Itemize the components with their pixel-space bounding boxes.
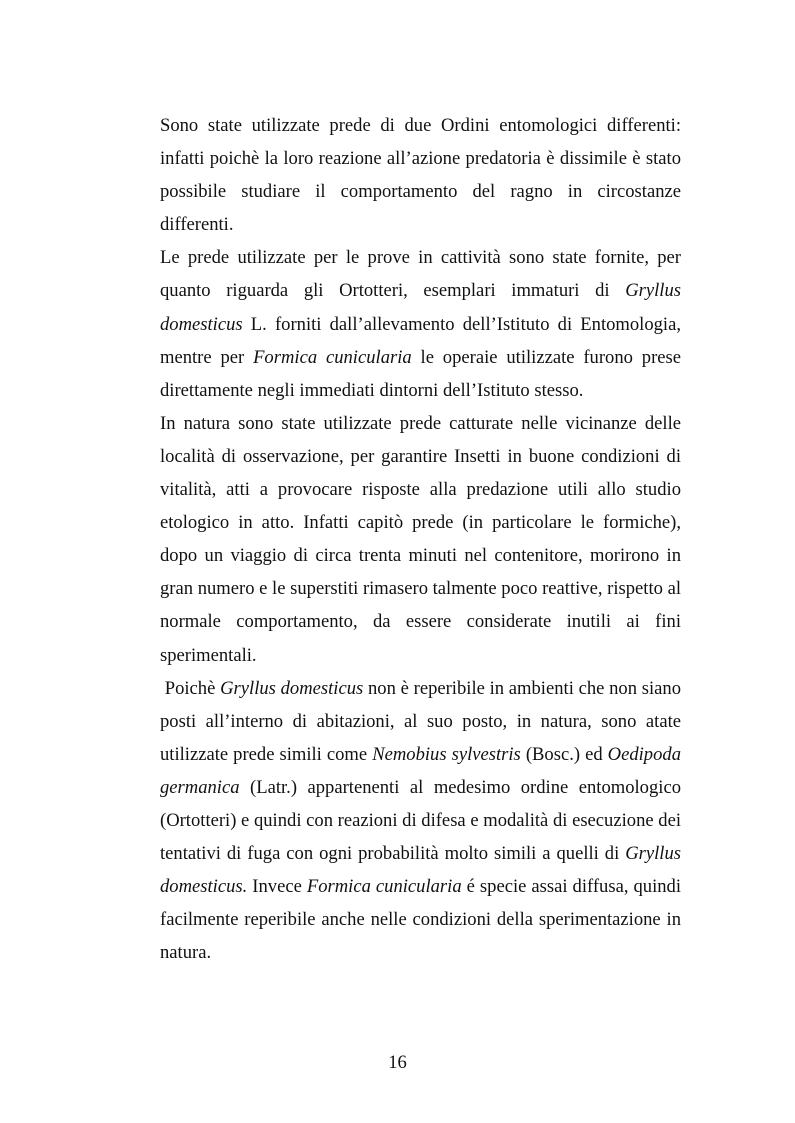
text-run: non è reperibile in ambienti che non siano posti all’interno di abitazioni, al suo posto, in natura, sono atate utilizzate prede simili come [160, 677, 682, 765]
text-run: Poichè [160, 677, 221, 699]
text-run: (Latr.) appartenenti al medesimo ordine entomologico (Ortotteri) e quindi con reazioni di difesa e modalità di esecuzione dei tentativi di fuga con ogni probabilità molto simili a quelli di [160, 776, 681, 865]
species-name: Nemobius sylvestris [372, 743, 521, 765]
species-name: Oedipoda germanica [160, 743, 681, 798]
species-name: Gryllus domesticus [160, 280, 681, 335]
text-run: é specie assai diffusa, quindi facilmente reperibile anche nelle condizioni della sperimentazione in natura. [160, 876, 682, 964]
species-name: Gryllus domesticus [220, 677, 364, 699]
species-name: Gryllus domesticus. [160, 843, 681, 898]
text-run: L. forniti dall’allevamento dell’Istituto di Entomologia, mentre per [160, 313, 681, 368]
text-run: Le prede utilizzate per le prove in cattività sono state fornite, per quanto riguarda gli Ortotteri, esemplari immaturi di [160, 247, 681, 302]
body-text [160, 109, 681, 969]
text-run: (Bosc.) ed [520, 743, 608, 765]
paragraph [160, 672, 681, 970]
paragraph [160, 109, 681, 241]
text-run: Invece [247, 876, 307, 898]
text-run: In natura sono state utilizzate prede catturate nelle vicinanze delle località di osservazione, per garantire Insetti in buone condizioni di vitalità, atti a provocare risposte alla predazione utili allo studio etologico in atto. Infatti capitò prede (in particolare le formiche), dopo un viaggio di circa trenta minuti nel contenitore, morirono in gran numero e le superstiti rimasero talmente poco reattive, rispetto al normale comportamento, da essere considerate inutili ai fini sperimentali. [160, 412, 681, 666]
paragraph [160, 241, 681, 406]
species-name: Formica cunicularia [306, 876, 462, 898]
text-run: Sono state utilizzate prede di due Ordini entomologici differenti: infatti poichè la loro reazione all’azione predatoria è dissimile è stato possibile studiare il comportamento del ragno in circostanze differenti. [160, 115, 681, 236]
species-name: Formica cunicularia [253, 346, 412, 368]
text-run: le operaie utilizzate furono prese direttamente negli immediati dintorni dell’Istituto stesso. [160, 346, 682, 401]
page-number: 16 [388, 1052, 407, 1073]
paragraph [160, 407, 681, 672]
